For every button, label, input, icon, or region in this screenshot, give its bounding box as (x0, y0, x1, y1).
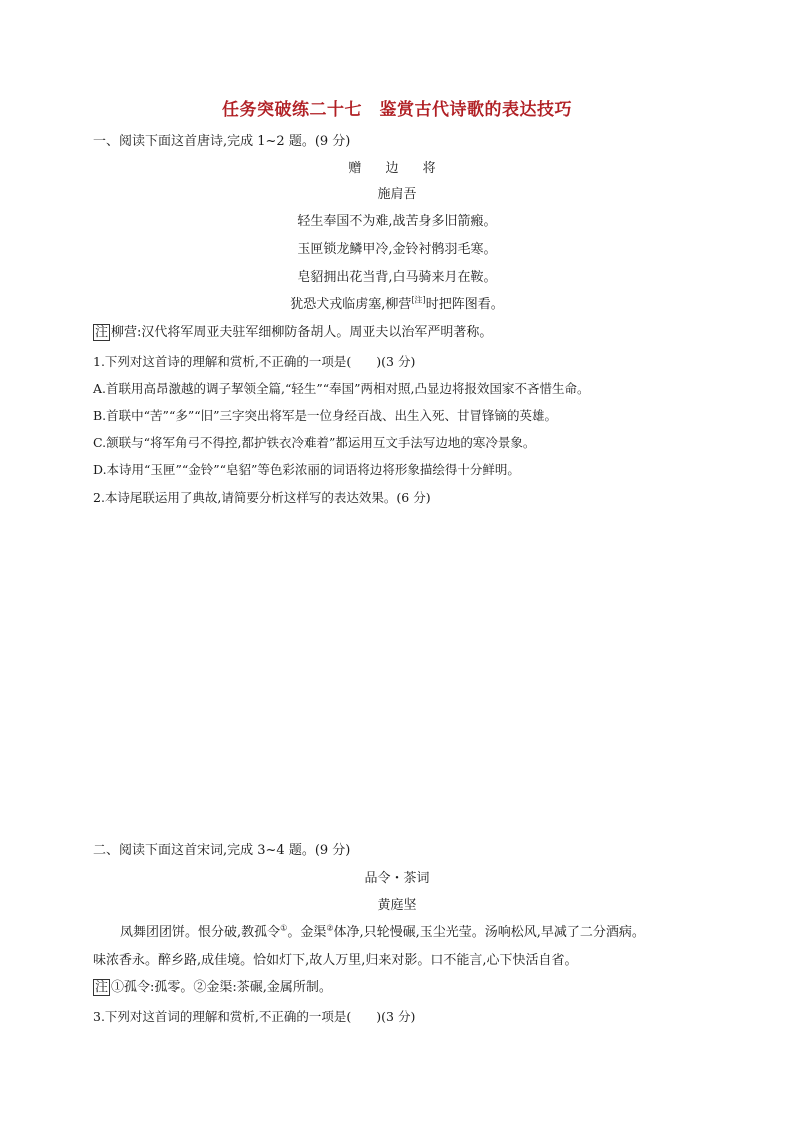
question-3: 3.下列对这首词的理解和赏析,不正确的一项是( )(3 分) (93, 1009, 416, 1024)
section2-heading: 二、阅读下面这首宋词,完成 3~4 题。(9 分) (93, 843, 351, 858)
footnote-marker: [注] (411, 295, 426, 305)
poem1-line-4-part-b: 时把阵图看。 (425, 297, 504, 312)
poem2-text-a: 凤舞团团饼。恨分破,教孤令 (120, 925, 281, 940)
poem2-note (93, 979, 332, 997)
poem2-title: 品令・茶词 (364, 871, 430, 886)
poem1-line-4 (0, 296, 794, 314)
question-1: 1.下列对这首诗的理解和赏析,不正确的一项是( )(3 分) (93, 354, 416, 369)
poem1-note-text: 柳营:汉代将军周亚夫驻军细柳防备胡人。周亚夫以治军严明著称。 (111, 325, 493, 340)
question-2: 2.本诗尾联运用了典故,请简要分析这样写的表达效果。(6 分) (93, 490, 431, 505)
question-1-option-b: B.首联中“苦”“多”“旧”三字突出将军是一位身经百战、出生入死、甘冒锋镝的英雄。 (93, 408, 558, 423)
poem2-text-b: 。金渠 (287, 925, 327, 940)
poem2-note-text: ①孤令:孤零。②金渠:茶碾,金属所制。 (111, 980, 332, 995)
page-title: 任务突破练二十七 鉴赏古代诗歌的表达技巧 (222, 100, 572, 120)
poem1-line-3: 皂貂拥出花当背,白马骑来月在鞍。 (297, 270, 497, 285)
poem1-title: 赠 边 将 (348, 161, 446, 176)
poem1-author: 施肩吾 (377, 187, 417, 202)
question-1-option-a: A.首联用高昂激越的调子挈领全篇,“轻生”“奉国”两相对照,凸显边将报效国家不吝惜生命。 (93, 381, 590, 396)
poem2-text-c: 体净,只轮慢碾,玉尘光莹。汤响松风,早减了二分酒病。 (333, 925, 645, 940)
poem1-line-1: 轻生奉国不为难,战苦身多旧箭瘢。 (297, 214, 497, 229)
poem1-note (93, 324, 492, 342)
poem1-line-2: 玉匣锁龙鳞甲冷,金铃衬鹘羽毛寒。 (297, 242, 497, 257)
note-mark: 注 (95, 325, 109, 340)
footnote-marker-2: ② (326, 923, 334, 933)
question-1-option-d: D.本诗用“玉匣”“金铃”“皂貂”等色彩浓丽的词语将边将形象描绘得十分鲜明。 (93, 462, 520, 477)
footnote-marker-1: ① (280, 923, 288, 933)
section1-heading: 一、阅读下面这首唐诗,完成 1~2 题。(9 分) (93, 134, 351, 149)
poem2-author: 黄庭坚 (377, 898, 417, 913)
poem2-paragraph-1 (120, 924, 645, 942)
note-mark: 注 (95, 980, 109, 995)
poem1-line-4-part-a: 犹恐犬戎临虏塞,柳营 (290, 297, 412, 312)
poem2-paragraph-2: 味浓香永。醉乡路,成佳境。恰如灯下,故人万里,归来对影。口不能言,心下快活自省。 (93, 953, 578, 968)
question-1-option-c: C.颔联与“将军角弓不得控,都护铁衣冷难着”都运用互文手法写边地的寒冷景象。 (93, 435, 536, 450)
